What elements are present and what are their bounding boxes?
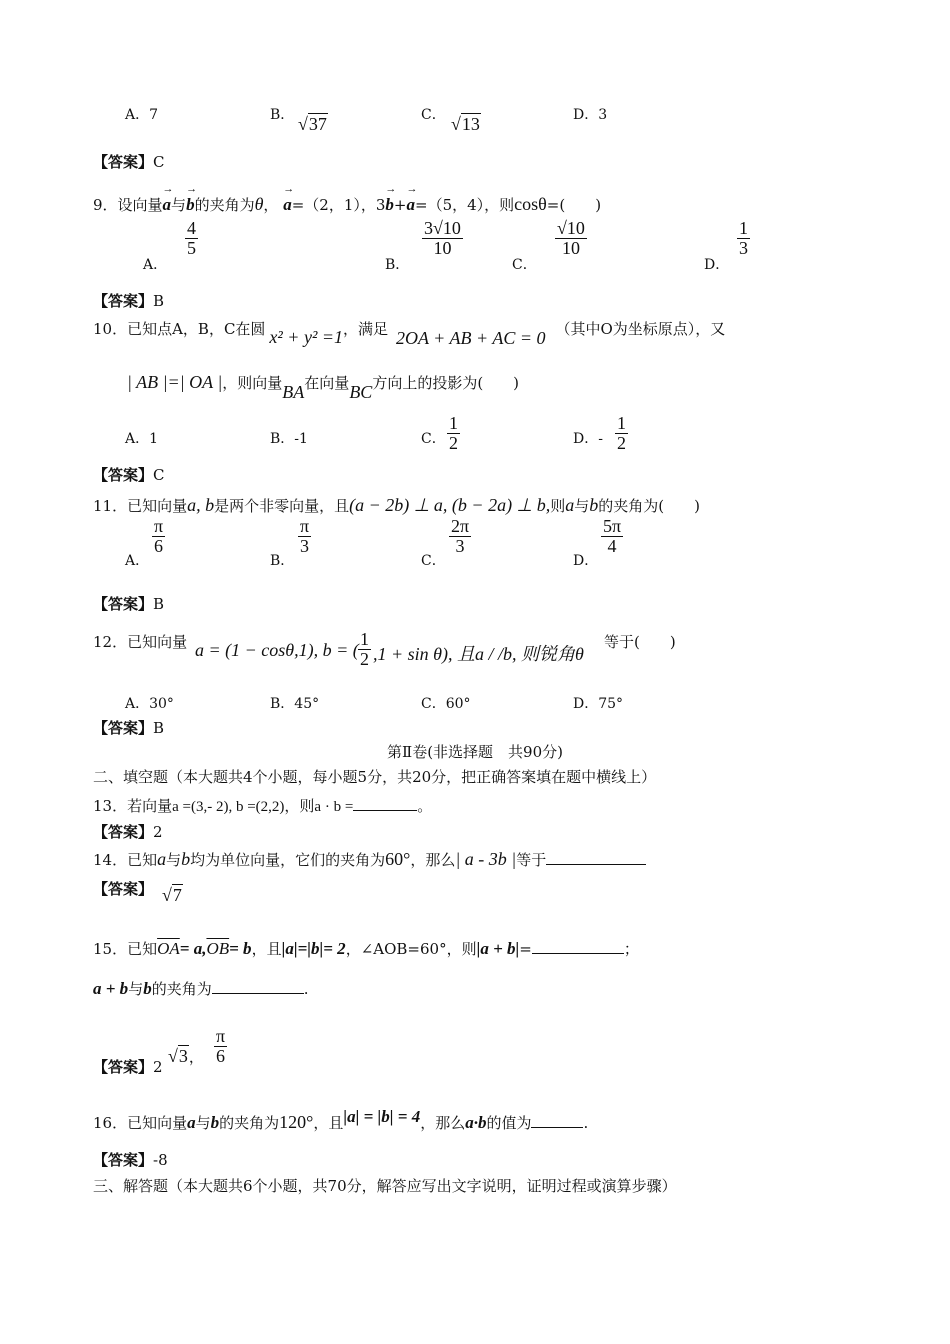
q12-answer: 【答案】B xyxy=(93,719,165,737)
q15-stem-line1: 15．已知$\overline{OA}= a,\overline{OB}= b$，且|a|=|b|= 2，∠AOB=60°，则|a + b|= ； xyxy=(93,939,639,958)
q16-answer: 【答案】-8 xyxy=(93,1151,168,1169)
q9-answer: 【答案】B xyxy=(93,292,165,310)
q11-option-d-fraction: $\frac{5\pi}{4}$ xyxy=(603,516,622,556)
q8-option-c: C． xyxy=(421,107,446,123)
q10-option-a: A．1 xyxy=(125,431,159,447)
q15-answer-sqrt: √3， xyxy=(168,1046,204,1066)
q10-stem-line2: | AB |=| OA |，则向量BA在向量BC方向上的投影为( ) xyxy=(127,372,520,402)
q11-option-c: C． xyxy=(421,553,446,569)
q9-stem: 9．设向量→ a与→ b的夹角为θ， → a=（2，1），3→ b+→ a=（5，4），则cosθ=( ) xyxy=(93,194,601,215)
q12-lead: 12．已知向量 xyxy=(93,633,188,651)
q11-option-b-fraction: $\frac{\pi}{3}$ xyxy=(300,516,310,556)
q13-answer: 【答案】2 xyxy=(93,823,163,841)
solve-section-header: 三、解答题（本大题共6个小题，共70分，解答应写出文字说明，证明过程或演算步骤） xyxy=(93,1177,677,1195)
q9-option-a-fraction: $\frac{4}{5}$ xyxy=(187,218,196,258)
q10-option-c: C． xyxy=(421,431,446,447)
q12-option-c: C．60° xyxy=(421,696,471,712)
q10-option-d-fraction: $\frac{1}{2}$ xyxy=(617,413,626,453)
q11-option-a: A． xyxy=(125,553,150,569)
q16-stem: 16．已知向量a与b的夹角为120°，且|a| = |b| = 4，那么a·b的值为 . xyxy=(93,1107,589,1132)
q11-option-d: D． xyxy=(573,553,599,569)
q9-option-a: A． xyxy=(143,257,168,273)
q9-option-b: B． xyxy=(385,257,410,273)
q11-stem: 11．已知向量a, b是两个非零向量，且(a − 2b) ⊥ a, (b − 2a) ⊥ b,则a与b的夹角为( ) xyxy=(93,495,700,515)
q10-option-b: B．-1 xyxy=(270,431,308,447)
q8-option-b-value: √37 xyxy=(298,114,327,134)
q14-stem: 14．已知a与b均为单位向量，它们的夹角为60°，那么| a - 3b |等于 xyxy=(93,849,646,870)
q8-option-b: B． xyxy=(270,107,295,123)
q11-option-a-fraction: $\frac{\pi}{6}$ xyxy=(154,516,164,556)
q14-answer-value: √7 xyxy=(162,885,182,905)
q10-option-d: D．- xyxy=(573,431,603,447)
q9-option-d: D． xyxy=(704,257,730,273)
fill-in-section-header: 二、填空题（本大题共4个小题，每小题5分，共20分，把正确答案填在题中横线上） xyxy=(93,768,657,786)
q10-answer: 【答案】C xyxy=(93,466,165,484)
q15-answer: 【答案】2 xyxy=(93,1058,163,1076)
section-2-title: 第Ⅱ卷(非选择题 共90分) xyxy=(387,743,563,761)
q14-answer: 【答案】 xyxy=(93,880,154,898)
q15-answer-fraction: $\frac{\pi}{6}$ xyxy=(216,1026,226,1066)
q11-answer: 【答案】B xyxy=(93,595,165,613)
q9-option-b-fraction: $\frac{3√10}{10}$ xyxy=(424,218,461,258)
q12-option-d: D．75° xyxy=(573,696,624,712)
q13-stem: 13．若向量a =(3,- 2), b =(2,2)，则a · b = 。 xyxy=(93,797,433,815)
q8-option-d: D．3 xyxy=(573,107,608,123)
q11-option-c-fraction: $\frac{2\pi}{3}$ xyxy=(451,516,470,556)
q9-option-c: C． xyxy=(512,257,537,273)
q9-option-d-fraction: $\frac{1}{3}$ xyxy=(739,218,748,258)
q8-option-a: A．7 xyxy=(125,107,159,123)
q12-expression-tail: ,1 + sin θ), 且a / /b, 则锐角θ xyxy=(373,644,584,664)
q8-answer: 【答案】C xyxy=(93,153,165,171)
q12-option-b: B．45° xyxy=(270,696,320,712)
q12-stem-tail: 等于( ) xyxy=(604,633,676,651)
q11-option-b: B． xyxy=(270,553,295,569)
q12-fraction: $\frac{1}{2}$ xyxy=(360,629,369,669)
q15-stem-line2: a + b与b的夹角为 . xyxy=(93,979,309,998)
q10-option-c-fraction: $\frac{1}{2}$ xyxy=(449,413,458,453)
q8-option-c-value: √13 xyxy=(451,114,480,134)
q12-option-a: A．30° xyxy=(125,696,174,712)
q9-option-c-fraction: $\frac{√10}{10}$ xyxy=(557,218,585,258)
q10-stem-line1: 10．已知点A，B，C在圆 x² + y² =1，满足 2OA + AB + AC = 0 （其中O为坐标原点），又 xyxy=(93,320,726,348)
q12-expression: a = (1 − cosθ,1), b = ( xyxy=(195,640,359,660)
